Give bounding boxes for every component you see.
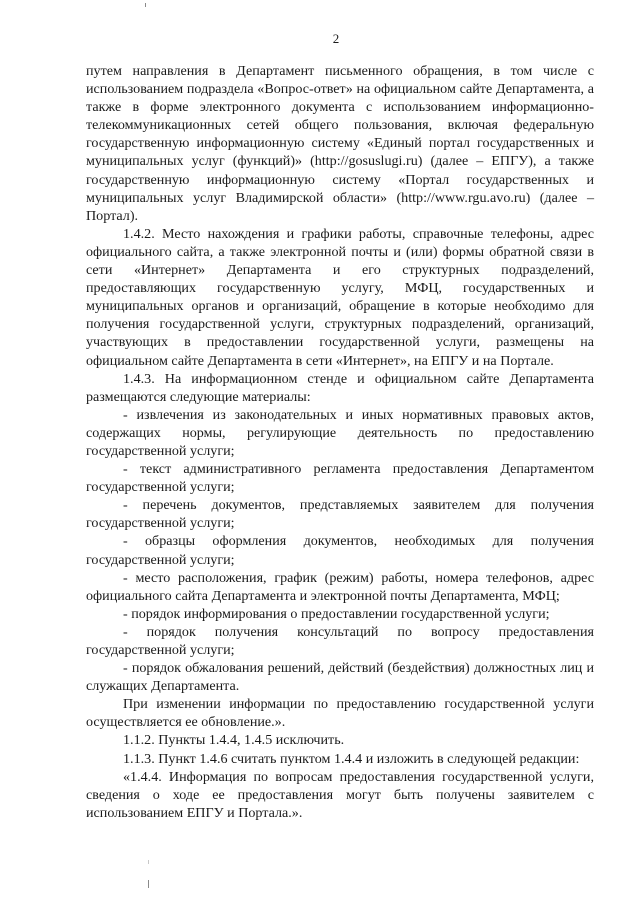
list-item-consultation-procedure: - порядок получения консультаций по вопросу предоставления государственной услуги; — [86, 623, 594, 658]
paragraph-update-note: При изменении информации по предоставлению государственной услуги осуществляется ее обновление.». — [86, 696, 594, 731]
page-number: 2 — [332, 31, 340, 46]
paragraph-1-4-2: 1.4.2. Место нахождения и графики работы, справочные телефоны, адрес официального сайта, а также электронной почты и (или) формы обратной связи в сети «Интернет» Департамента и его структурных подразделений, предоставляющих государственную услугу, МФЦ, государственных и муниципальных органов и организаций, обращение в которые необходимо для получения государственной услуги, структурных подразделений, организаций, участвующих в предоставлении государственной услуги, размещены на официальном сайте Департамента в сети «Интернет», на ЕПГУ и на Портале. — [86, 225, 594, 369]
paragraph-1-4-4-quote: «1.4.4. Информация по вопросам предоставления государственной услуги, сведения о ходе ее предоставления могут быть получены заявителем с использованием ЕПГУ и Портала.». — [86, 768, 594, 821]
list-item-documents-list: - перечень документов, представляемых заявителем для получения государственной услуги; — [86, 497, 594, 532]
list-item-location-schedule: - место расположения, график (режим) работы, номера телефонов, адрес официального сайта Департамента и электронной почты Департамента, МФЦ; — [86, 569, 594, 604]
scan-mark — [145, 3, 146, 7]
list-item-informing-procedure: - порядок информирования о предоставлении государственной услуги; — [123, 605, 550, 622]
paragraph-continuation: путем направления в Департамент письменного обращения, в том числе с использованием подраздела «Вопрос-ответ» на официальном сайте Департамента, а также в форме электронного документа с использованием информационно-телекоммуникационных сетей общего пользования, включая федеральную государственную информационную систему «Единый портал государственных и муниципальных услуг (функций)» (http://gosuslugi.ru) (далее – ЕПГУ), а также государственную информационную систему «Портал государственных и муниципальных услуг Владимирской области» (http://www.rgu.avo.ru) (далее – Портал). — [86, 63, 594, 224]
list-item-appeal-procedure: - порядок обжалования решений, действий (бездействия) должностных лиц и служащих Департамента. — [86, 660, 594, 695]
list-item-regulation-text: - текст административного регламента предоставления Департаментом государственной услуги; — [86, 461, 594, 496]
document-body — [86, 62, 594, 822]
list-item-legal-acts: - извлечения из законодательных и иных нормативных правовых актов, содержащих нормы, регулирующие деятельность по предоставлению государственной услуги; — [86, 406, 594, 459]
scan-mark — [148, 860, 149, 864]
list-item-document-samples: - образцы оформления документов, необходимых для получения государственной услуги; — [86, 533, 594, 568]
paragraph-1-4-3: 1.4.3. На информационном стенде и официальном сайте Департамента размещаются следующие материалы: — [86, 370, 594, 405]
paragraph-1-1-3: 1.1.3. Пункт 1.4.6 считать пунктом 1.4.4 и изложить в следующей редакции: — [123, 750, 580, 767]
scan-mark — [148, 880, 149, 888]
paragraph-1-1-2: 1.1.2. Пункты 1.4.4, 1.4.5 исключить. — [123, 732, 345, 749]
